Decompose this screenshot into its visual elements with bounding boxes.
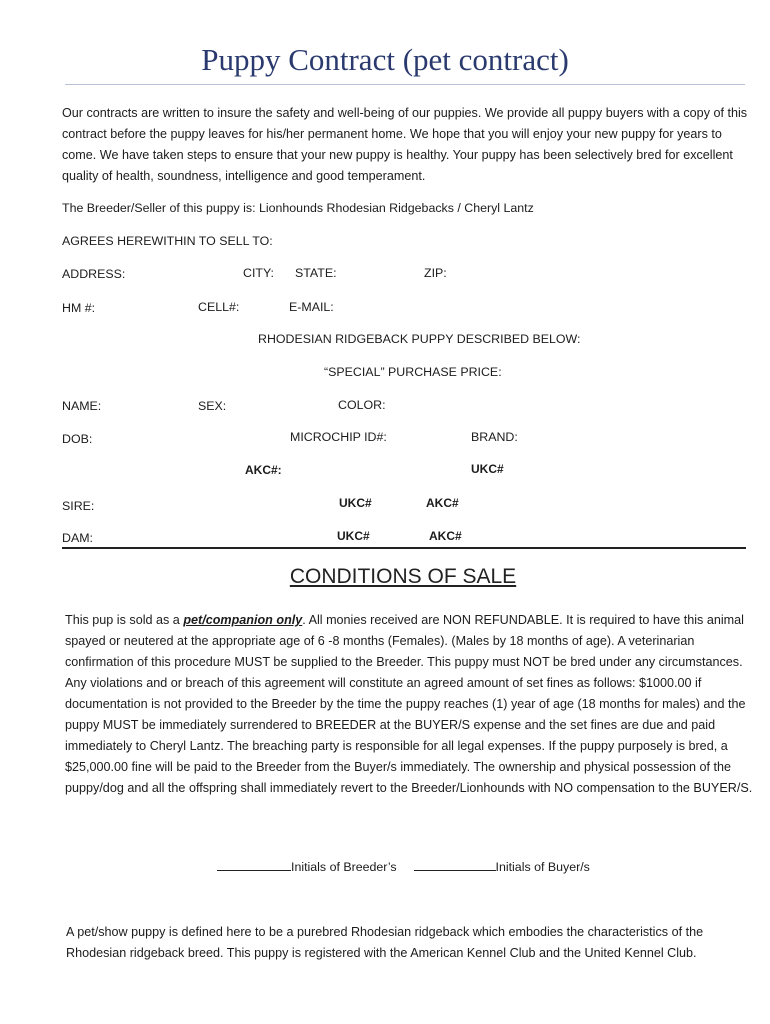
conditions-heading: CONDITIONS OF SALE <box>289 565 517 588</box>
zip-label: ZIP: <box>424 266 447 280</box>
conditions-paragraph <box>65 610 755 799</box>
conditions-body: . All monies received are NON REFUNDABLE. It is required to have this animal spayed or neutered at the appropriate age of 6 -8 months (Females). (Males by 18 months of age). A veterinarian confirmation of this procedure MUST be supplied to the Breeder. This puppy must NOT be bred under any circumstances. Any violations and or breach of this agreement will constitute an agreed amount of set fines as follows: $1000.00 if documentation is not provided to the Breeder by the time the puppy reaches (1) year of age (18 months for males) and the puppy MUST be immediately surrendered to BREEDER at the BUYER/S expense and the set fines are due and paid immediately to Cheryl Lantz. The breaching party is responsible for all legal expenses. If the puppy purposely is bred, a $25,000.00 fine will be paid to the Breeder from the Buyer/s immediately. The ownership and physical possession of the puppy/dog and all the offspring shall immediately revert to the Breeder/Lionhounds with NO compensation to the BUYER/S. <box>65 613 753 795</box>
dam-label: DAM: <box>62 531 93 545</box>
page-title: Puppy Contract (pet contract) <box>201 42 569 77</box>
initials-row <box>217 858 590 874</box>
state-label: STATE: <box>295 266 337 280</box>
definition-paragraph: A pet/show puppy is defined here to be a purebred Rhodesian ridgeback which embodies the characteristics of the Rhodesian ridgeback breed. This puppy is registered with the American Kennel Club and the United Kennel Club. <box>66 925 704 960</box>
dam-ukc-label: UKC# <box>337 529 370 543</box>
intro-paragraph: Our contracts are written to insure the safety and well-being of our puppies. We provide all puppy buyers with a copy of this contract before the puppy leaves for his/her permanent home. We hope that you will enjoy your new puppy for years to come. We have taken steps to ensure that your new puppy is healthy. Your puppy has been selectively bred for excellent quality of health, soundness, intelligence and good temperament. <box>62 106 748 183</box>
home-phone-label: HM #: <box>62 301 96 315</box>
sire-akc-label: AKC# <box>426 496 459 510</box>
section-divider <box>62 547 746 549</box>
buyer-initials-label: Initials of Buyer/s <box>495 860 590 874</box>
email-label: E-MAIL: <box>289 300 334 314</box>
breeder-initials-blank[interactable] <box>217 858 291 871</box>
sire-ukc-label: UKC# <box>339 496 372 510</box>
puppy-described-heading: RHODESIAN RIDGEBACK PUPPY DESCRIBED BELOW: <box>258 332 581 346</box>
address-label: ADDRESS: <box>62 267 126 281</box>
ukc-label: UKC# <box>471 462 504 476</box>
city-label: CITY: <box>243 266 274 280</box>
brand-label: BRAND: <box>471 430 518 444</box>
color-label: COLOR: <box>338 398 386 412</box>
purchase-price-label: “SPECIAL” PURCHASE PRICE: <box>324 365 502 379</box>
conditions-lead: This pup is sold as a <box>65 613 184 627</box>
akc-label: AKC#: <box>245 463 282 477</box>
agrees-line: AGREES HEREWITHIN TO SELL TO: <box>62 234 273 248</box>
sire-label: SIRE: <box>62 499 95 513</box>
title-rule <box>65 84 745 85</box>
breeder-line: The Breeder/Seller of this puppy is: Lionhounds Rhodesian Ridgebacks / Cheryl Lantz <box>62 201 534 215</box>
conditions-emphasis: pet/companion only <box>183 613 303 627</box>
cell-phone-label: CELL#: <box>198 300 240 314</box>
buyer-initials-blank[interactable] <box>414 858 496 871</box>
puppy-name-label: NAME: <box>62 399 102 413</box>
microchip-label: MICROCHIP ID#: <box>290 430 387 444</box>
breeder-initials-label: Initials of Breeder’s <box>291 860 397 874</box>
dam-akc-label: AKC# <box>429 529 462 543</box>
dob-label: DOB: <box>62 432 93 446</box>
sex-label: SEX: <box>198 399 227 413</box>
